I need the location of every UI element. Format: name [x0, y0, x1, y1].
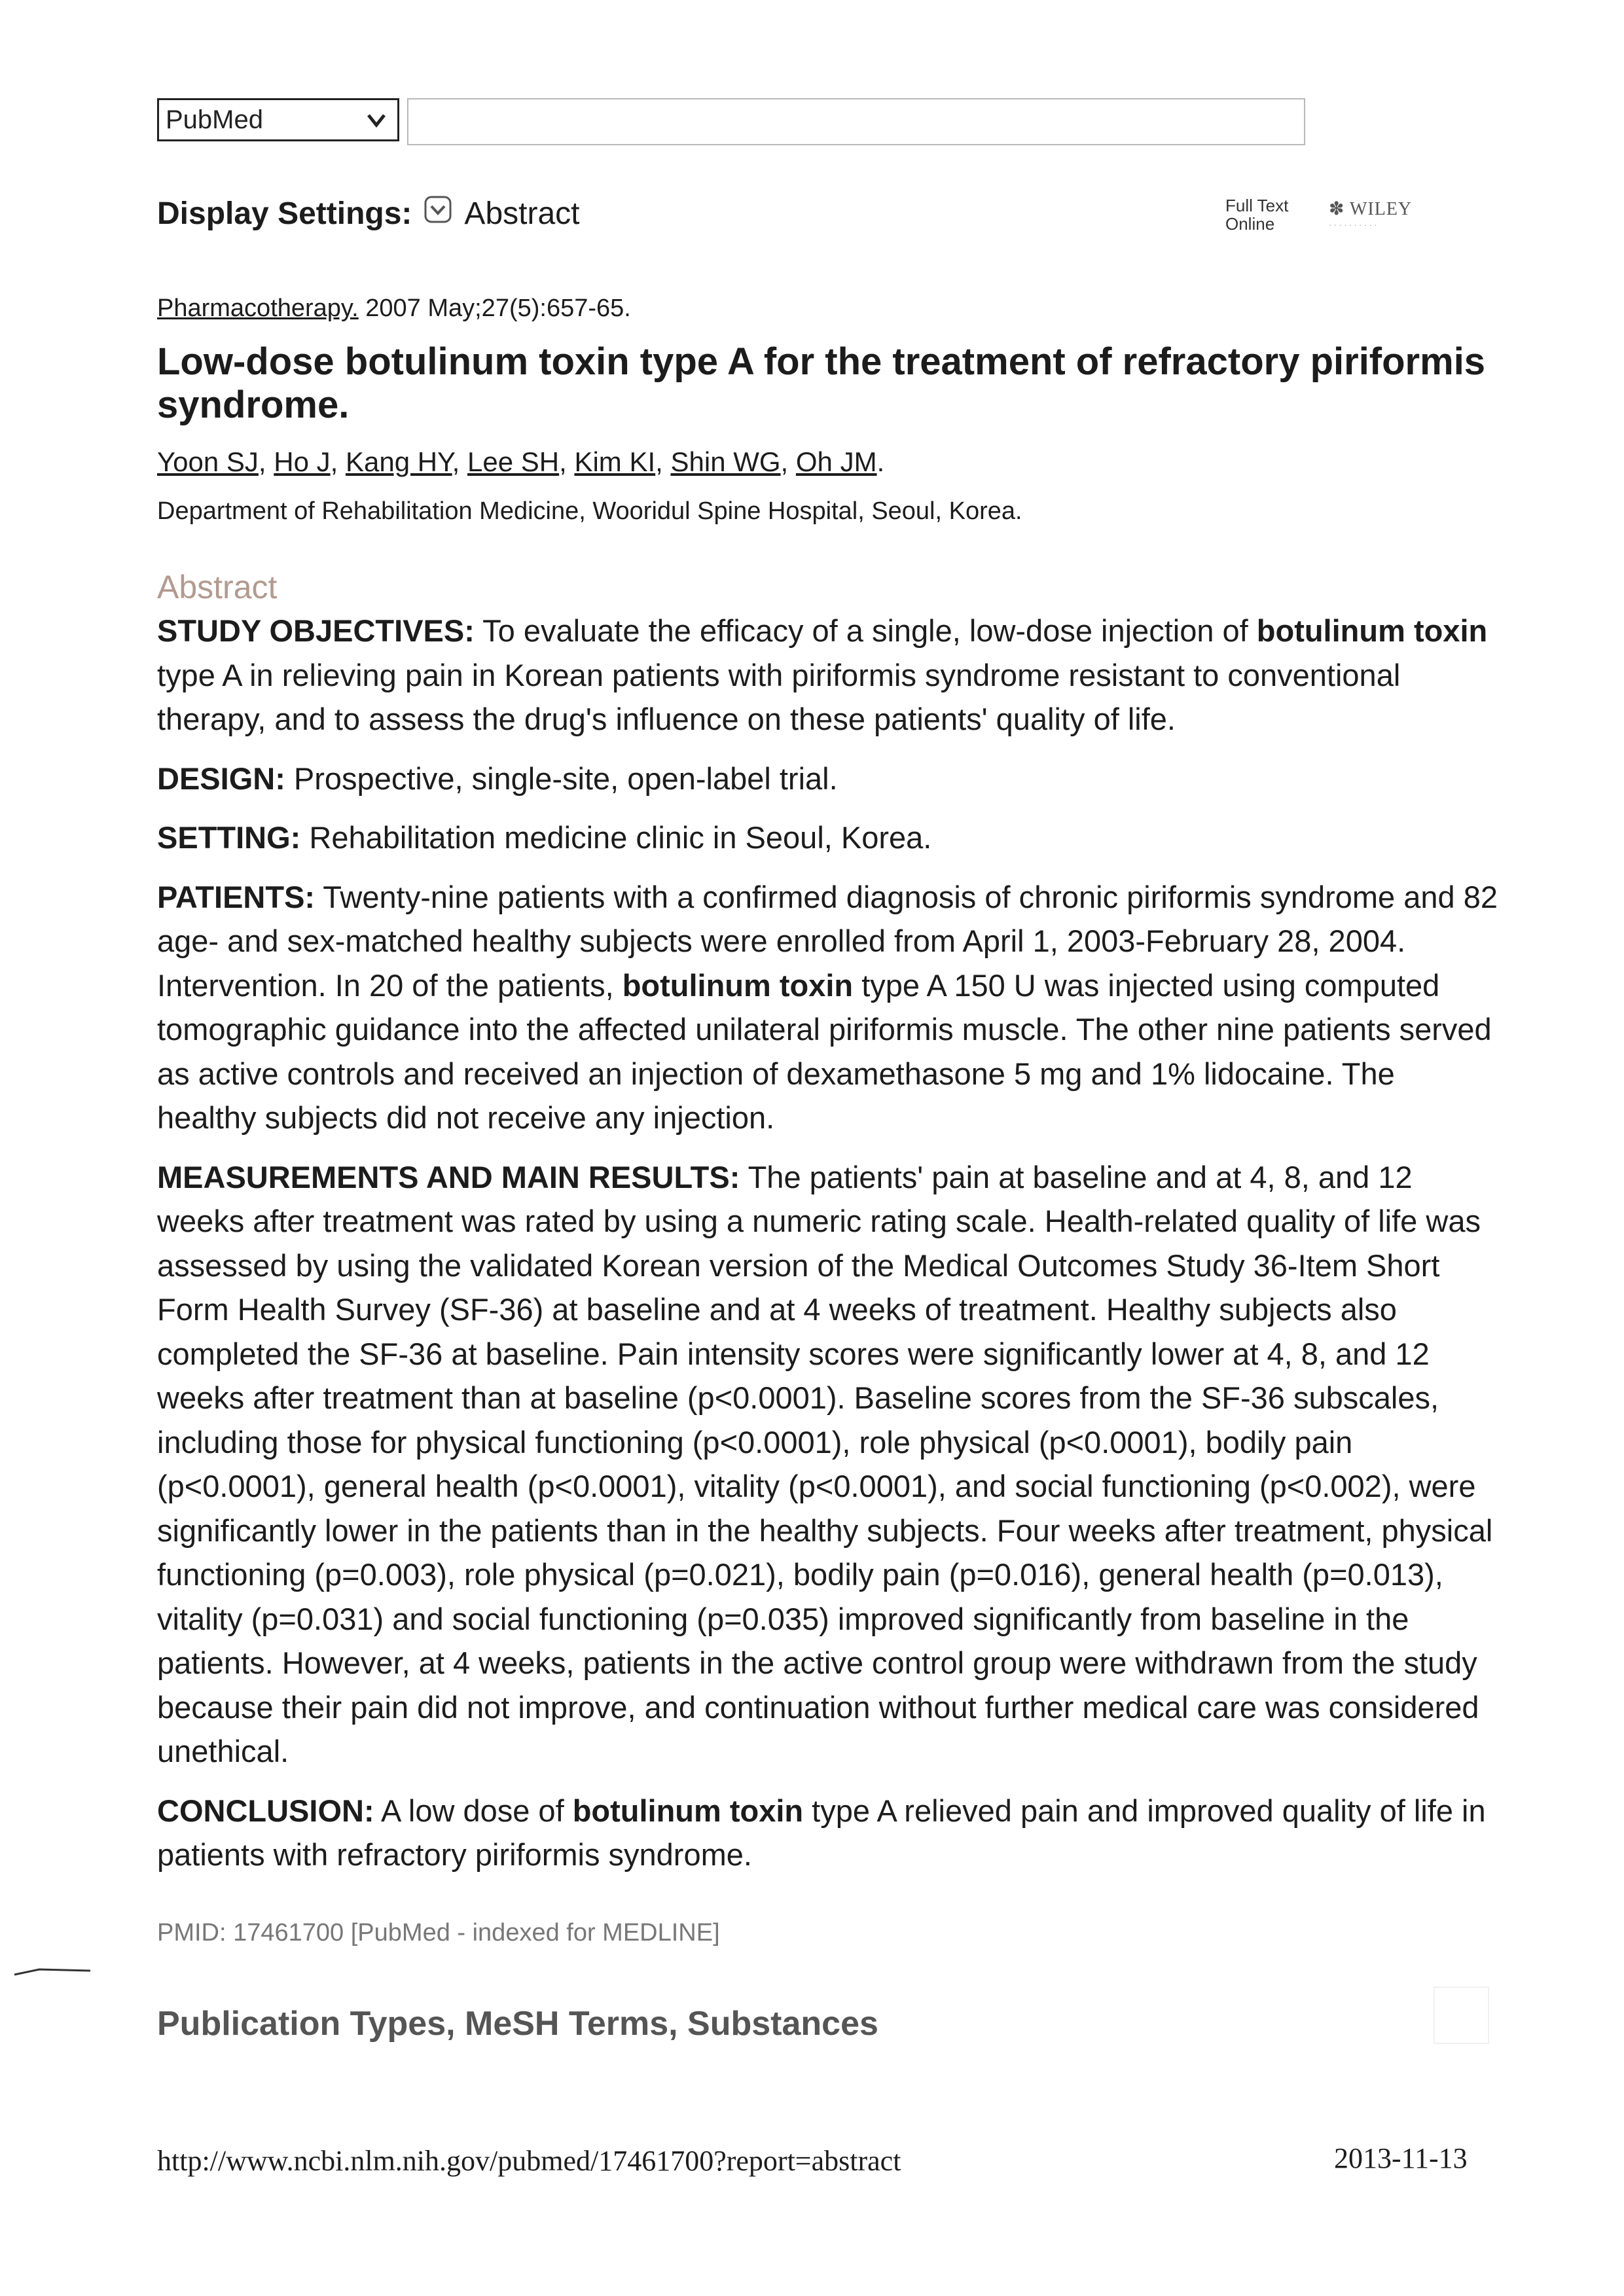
citation: [157, 295, 631, 323]
abstract-text: Prospective, single-site, open-label trial.: [285, 761, 838, 796]
display-settings-label: Display Settings:: [157, 196, 412, 231]
database-select-value: PubMed: [166, 105, 263, 134]
abstract-keyword: botulinum toxin: [622, 967, 854, 1003]
abstract-section: [157, 875, 1499, 1140]
author-separator: ,: [258, 446, 274, 477]
full-text-line1: Full Text: [1225, 196, 1289, 215]
wiley-logo-icon: ✽: [1329, 199, 1345, 219]
abstract-section: [157, 1789, 1499, 1877]
wiley-online-library-link[interactable]: [1329, 198, 1412, 232]
dropdown-toggle-icon[interactable]: [424, 195, 452, 232]
abstract-section-label: PATIENTS:: [157, 879, 316, 914]
author-separator: ,: [330, 446, 346, 477]
author-separator: ,: [780, 446, 796, 477]
author-list: [157, 446, 884, 478]
author-link[interactable]: Kim KI: [574, 446, 656, 477]
abstract-section-label: CONCLUSION:: [157, 1793, 374, 1828]
abstract-section: [157, 1155, 1499, 1774]
author-link[interactable]: Shin WG: [670, 446, 781, 477]
article-title: Low-dose botulinum toxin type A for the treatment of refractory piriformis syndrome.: [157, 340, 1486, 426]
affiliation: Department of Rehabilitation Medicine, Wooridul Spine Hospital, Seoul, Korea.: [157, 497, 1022, 525]
abstract-body: [157, 609, 1499, 1892]
abstract-section-label: DESIGN:: [157, 761, 285, 796]
abstract-text: type A 150 U was injected using computed tomographic guidance into the affected unilateral piriformis muscle. The other nine patients served as active controls and received an injection of dexamethasone 5 mg and 1% lidocaine. The healthy subjects did not receive any injection.: [157, 967, 1492, 1135]
author-separator: ,: [452, 446, 468, 477]
author-link[interactable]: Ho J: [274, 446, 331, 477]
abstract-keyword: botulinum toxin: [1256, 613, 1488, 648]
author-separator: ,: [559, 446, 575, 477]
author-link[interactable]: Kang HY: [345, 446, 452, 477]
full-text-line2: Online: [1225, 214, 1275, 234]
database-select[interactable]: [157, 98, 399, 141]
expand-box: [1434, 1986, 1489, 2044]
abstract-section: [157, 757, 1499, 801]
abstract-section-label: STUDY OBJECTIVES:: [157, 613, 475, 648]
chevron-down-icon[interactable]: [363, 107, 389, 139]
abstract-section: [157, 609, 1499, 742]
abstract-text: To evaluate the efficacy of a single, low-dose injection of: [474, 613, 1257, 648]
citation-details: 2007 May;27(5):657-65.: [358, 295, 631, 322]
print-date: 2013-11-13: [1334, 2142, 1468, 2174]
abstract-text: type A in relieving pain in Korean patients with piriformis syndrome resistant to conventional therapy, and to assess the drug's influence on these patients' quality of life.: [157, 657, 1401, 736]
author-link[interactable]: Lee SH: [467, 446, 560, 477]
author-separator: ,: [655, 446, 671, 477]
abstract-text: Twenty-nine patients with a confirmed diagnosis of chronic piriformis syndrome and 82 age- and sex-matched healthy subjects were enrolled from April 1, 2003-February 28, 2004. Intervention. In 20 of the patients,: [157, 879, 1498, 1003]
wiley-logo-subtitle-art: ··········: [1329, 221, 1379, 231]
author-link[interactable]: Oh JM: [795, 446, 877, 477]
display-format-value[interactable]: Abstract: [464, 196, 580, 231]
abstract-heading: Abstract: [157, 569, 278, 605]
author-separator: .: [876, 446, 885, 477]
publication-types-toggle[interactable]: Publication Types, MeSH Terms, Substances: [157, 2005, 878, 2043]
page-url: http://www.ncbi.nlm.nih.gov/pubmed/17461700?report=abstract: [157, 2145, 901, 2177]
abstract-text: Rehabilitation medicine clinic in Seoul, Korea.: [300, 820, 932, 855]
scan-mark: [13, 1965, 92, 1982]
abstract-text: The patients' pain at baseline and at 4, 8, and 12 weeks after treatment was rated by using a numeric rating scale. Health-related quality of life was assessed by using the validated Korean version of the Medical Outcomes Study 36-Item Short Form Health Survey (SF-36) at baseline and at 4 weeks of treatment. Healthy subjects also completed the SF-36 at baseline. Pain intensity scores were significantly lower at 4, 8, and 12 weeks after treatment than at baseline (p<0.0001). Baseline scores from the SF-36 subscales, including those for physical functioning (p<0.0001), role physical (p<0.0001), bodily pain (p<0.0001), general health (p<0.0001), vitality (p<0.0001), and social functioning (p<0.002), were significantly lower in the patients than in the healthy subjects. Four weeks after treatment, physical functioning (p=0.003), role physical (p=0.021), bodily pain (p=0.016), general health (p=0.013), vitality (p=0.031) and social functioning (p=0.035) improved significantly from baseline in the patients. However, at 4 weeks, patients in the active control group were withdrawn from the study because their pain did not improve, and continuation without further medical care was considered unethical.: [157, 1159, 1493, 1768]
abstract-keyword: botulinum toxin: [572, 1793, 804, 1828]
abstract-section-label: MEASUREMENTS AND MAIN RESULTS:: [157, 1159, 740, 1194]
pmid: PMID: 17461700 [PubMed - indexed for MEDLINE]: [157, 1919, 720, 1946]
abstract-text: type A relieved pain and improved quality of life in patients with refractory piriformis syndrome.: [157, 1793, 1486, 1872]
abstract-section: [157, 816, 1499, 860]
display-settings: [157, 195, 579, 232]
journal-link[interactable]: Pharmacotherapy.: [157, 295, 359, 322]
abstract-text: A low dose of: [374, 1793, 573, 1828]
abstract-section-label: SETTING:: [157, 820, 301, 855]
full-text-link[interactable]: [1225, 196, 1288, 233]
author-link[interactable]: Yoon SJ: [157, 446, 259, 477]
wiley-logo-text: WILEY: [1349, 199, 1413, 219]
search-input[interactable]: [407, 98, 1305, 145]
